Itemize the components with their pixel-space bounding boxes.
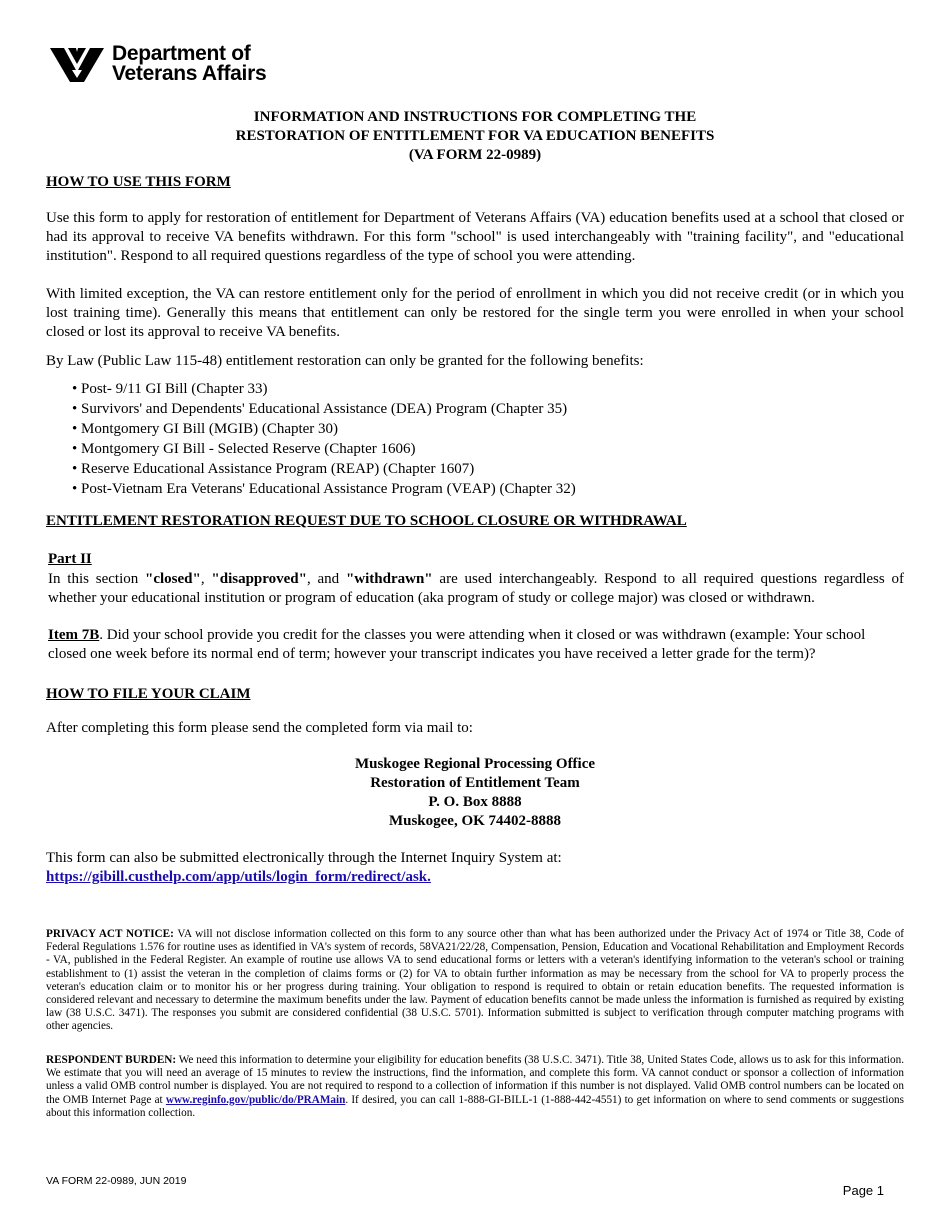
list-item: • Montgomery GI Bill - Selected Reserve (Chapter 1606)	[72, 441, 416, 457]
title-line-3: (VA FORM 22-0989)	[408, 147, 542, 163]
address-line: Muskogee Regional Processing Office	[354, 756, 596, 772]
address-line: Muskogee, OK 74402-8888	[388, 813, 562, 829]
respondent-burden: RESPONDENT BURDEN: We need this information to determine your eligibility for education benefits (38 U.S.C. 3471). Title 38, United States Code, allows us to ask for this information. We estimate that you will need an average of 15 minutes to review the instructions, find the information, and complete this form. VA cannot conduct or sponsor a collection of information unless a valid OMB control number is displayed. You are not required to respond to a collection of information if this number is not displayed. Valid OMB control numbers can be located on the OMB Internet Page at www.reginfo.gov/public/do/PRAMain. If desired, you can call 1-888-GI-BILL-1 (1-888-442-4551) to get information on where to send comments or suggestions about this information collection.	[46, 1054, 904, 1119]
file-claim-heading: HOW TO FILE YOUR CLAIM	[46, 686, 251, 702]
limited-exception-paragraph: With limited exception, the VA can restore entitlement only for the period of enrollment in which you did not receive credit (or in which you lost training time). Generally this means that entitlement can only be restored for the single term you were enrolled in when your school closed or lost its approval to receive VA benefits.	[46, 286, 904, 340]
logo-line-2: Veterans Affairs	[112, 62, 267, 85]
title-line-2: RESTORATION OF ENTITLEMENT FOR VA EDUCATION BENEFITS	[235, 128, 715, 144]
list-item: • Reserve Educational Assistance Program (REAP) (Chapter 1607)	[72, 461, 475, 477]
file-claim-intro: After completing this form please send the completed form via mail to:	[46, 720, 473, 736]
item-7b-label: Item 7B	[48, 627, 100, 643]
restoration-heading: ENTITLEMENT RESTORATION REQUEST DUE TO SCHOOL CLOSURE OR WITHDRAWAL	[46, 513, 687, 529]
part-ii-paragraph: In this section "closed", "disapproved", and "withdrawn" are used interchangeably. Respond to all required questions regardless of whether your educational institution or program of education (aka program of study or college major) was closed or withdrawn.	[48, 571, 904, 606]
part-ii-label: Part II	[48, 551, 92, 567]
intro-paragraph: Use this form to apply for restoration of entitlement for Department of Veterans Affairs (VA) education benefits used at a school that closed or had its approval to receive VA benefits withdrawn. For this form "school" is used interchangeably with "training facility", and "educational institution". Respond to all required questions regardless of the type of school you were attending.	[46, 210, 904, 264]
electronic-submission-link-wrap	[46, 868, 904, 887]
public-law-paragraph: By Law (Public Law 115-48) entitlement restoration can only be granted for the following benefits:	[46, 353, 644, 369]
privacy-act-notice: PRIVACY ACT NOTICE: VA will not disclose information collected on this form to any source other than what has been authorized under the Privacy Act of 1974 or Title 38, Code of Federal Regulations 1.576 for routine uses as identified in VA's system of records, 58VA21/22/28, Compensation, Pension, Education and Vocational Rehabilitation and Employment Records - VA, published in the Federal Register. An example of routine use allows VA to send educational forms or letters with a veteran's identifying information to the veteran's school or training establishment to (1) assist the veteran in the completion of claims forms or (2) for VA to obtain further information as may be necessary from the school for VA to properly process the veteran's education claim or to monitor his or her progress during training. Your obligation to respond is required to obtain or retain education benefits. The requested information is considered relevant and necessary to determine the maximum benefits under the law. Payment of education benefits cannot be made unless the information is furnished as required by existing law (38 U.S.C. 3471). The responses you submit are considered confidential (38 U.S.C. 5701). Information submitted is subject to verification through computer matching programs with other agencies.	[46, 928, 905, 1033]
inquiry-system-link[interactable]: https://gibill.custhelp.com/app/utils/login_form/redirect/ask.	[46, 869, 431, 885]
form-identifier: VA FORM 22-0989, JUN 2019	[46, 1175, 187, 1187]
item-7b-paragraph: Item 7B. Did your school provide you credit for the classes you were attending when it closed or was withdrawn (example: Your school closed one week before its normal end of term; however your transcript indicates you have received a letter grade for the term)?	[48, 627, 866, 662]
title-line-1: INFORMATION AND INSTRUCTIONS FOR COMPLETING THE	[253, 109, 697, 125]
page-number: Page 1	[842, 1183, 884, 1198]
address-line: Restoration of Entitlement Team	[370, 775, 580, 791]
omb-link[interactable]: www.reginfo.gov/public/do/PRAMain	[165, 1093, 346, 1106]
logo-line-1: Department of	[112, 42, 251, 65]
mailing-address	[0, 755, 950, 831]
va-logo	[50, 44, 266, 84]
address-line: P. O. Box 8888	[428, 794, 522, 810]
how-to-use-heading: HOW TO USE THIS FORM	[46, 174, 231, 190]
document-title	[0, 108, 950, 165]
benefits-list	[72, 379, 576, 499]
list-item: • Post- 9/11 GI Bill (Chapter 33)	[72, 381, 268, 397]
privacy-label: PRIVACY ACT NOTICE:	[46, 928, 174, 940]
logo-text	[112, 44, 266, 84]
list-item: • Montgomery GI Bill (MGIB) (Chapter 30)	[72, 421, 339, 437]
list-item: • Post-Vietnam Era Veterans' Educational Assistance Program (VEAP) (Chapter 32)	[72, 481, 576, 497]
burden-label: RESPONDENT BURDEN:	[46, 1054, 177, 1066]
list-item: • Survivors' and Dependents' Educational Assistance (DEA) Program (Chapter 35)	[72, 401, 568, 417]
electronic-submission-text: This form can also be submitted electronically through the Internet Inquiry System at:	[46, 850, 562, 866]
va-seal-icon	[50, 44, 104, 84]
